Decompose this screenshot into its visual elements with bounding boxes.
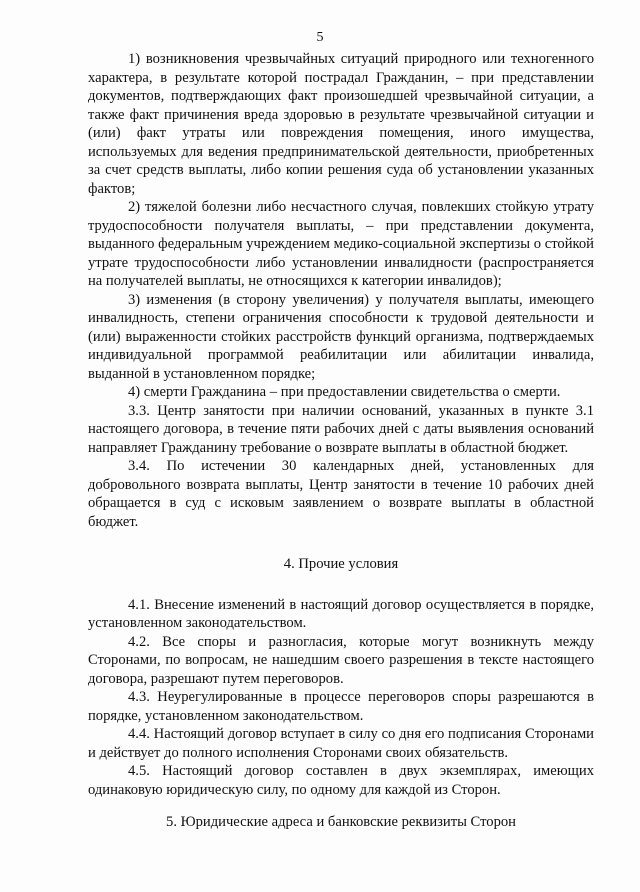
clause-4-2: 4.2. Все споры и разногласия, которые могут возникнуть между Сторонами, по вопросам, не нашедшим своего разрешения в тексте настоящего договора, разрешают путем переговоров.: [88, 633, 594, 687]
clause-4-5: 4.5. Настоящий договор составлен в двух экземплярах, имеющих одинаковую юридическую силу, по одному для каждой из Сторон.: [88, 763, 594, 798]
clause-4-3: 4.3. Неурегулированные в процессе переговоров споры разрешаются в порядке, установленном законодательством.: [88, 689, 594, 724]
clause-3-2-item-4: 4) смерти Гражданина – при предоставлении свидетельства о смерти.: [128, 384, 561, 400]
section-5-title: 5. Юридические адреса и банковские реквизиты Сторон: [166, 814, 516, 830]
clause-3-4: 3.4. По истечении 30 календарных дней, установленных для добровольного возврата выплаты, Центр занятости в течение 10 рабочих дней обращается в суд с исковым заявлением о возврате выплаты в областной бюджет.: [88, 458, 594, 530]
page-number: 5: [316, 30, 324, 45]
clause-3-2-item-3: 3) изменения (в сторону увеличения) у получателя выплаты, имеющего инвалидность, степени ограничения способности к трудовой деятельности и (или) выраженности стойких расстройств функций организма, подтверждаемых индивидуальной программой реабилитации или абилитации инвалида, выданной в установленном порядке;: [88, 291, 594, 382]
section-4-title: 4. Прочие условия: [283, 556, 399, 572]
clause-3-2-item-1: 1) возникновения чрезвычайных ситуаций природного или техногенного характера, в результате которой пострадал Гражданин, – при представлении документов, подтверждающих факт произошедшей чрезвычайной ситуации, а также факт причинения вреда здоровью в результате чрезвычайной ситуации и (или) факт утраты или повреждения помещения, иного имущества, используемых для ведения предпринимательской деятельности, приобретенных за счет средств выплаты, либо копии решения суда об установлении указанных фактов;: [88, 51, 594, 197]
document-body: [88, 50, 594, 832]
clause-4-4: 4.4. Настоящий договор вступает в силу со дня его подписания Сторонами и действует до полного исполнения Сторонами своих обязательств.: [88, 726, 594, 761]
clause-3-2-item-2: 2) тяжелой болезни либо несчастного случая, повлекших стойкую утрату трудоспособности получателя выплаты, – при представлении документа, выданного федеральным учреждением медико-социальной экспертизы о стойкой утрате трудоспособности либо установлении инвалидности (распространяется на получателей выплаты, не относящихся к категории инвалидов);: [88, 199, 594, 289]
clause-4-1: 4.1. Внесение изменений в настоящий договор осуществляется в порядке, установленном законодательством.: [88, 596, 594, 631]
clause-3-3: 3.3. Центр занятости при наличии оснований, указанных в пункте 3.1 настоящего договора, в течение пяти рабочих дней с даты выявления оснований направляет Гражданину требование о возврате выплаты в областной бюджет.: [88, 402, 594, 456]
